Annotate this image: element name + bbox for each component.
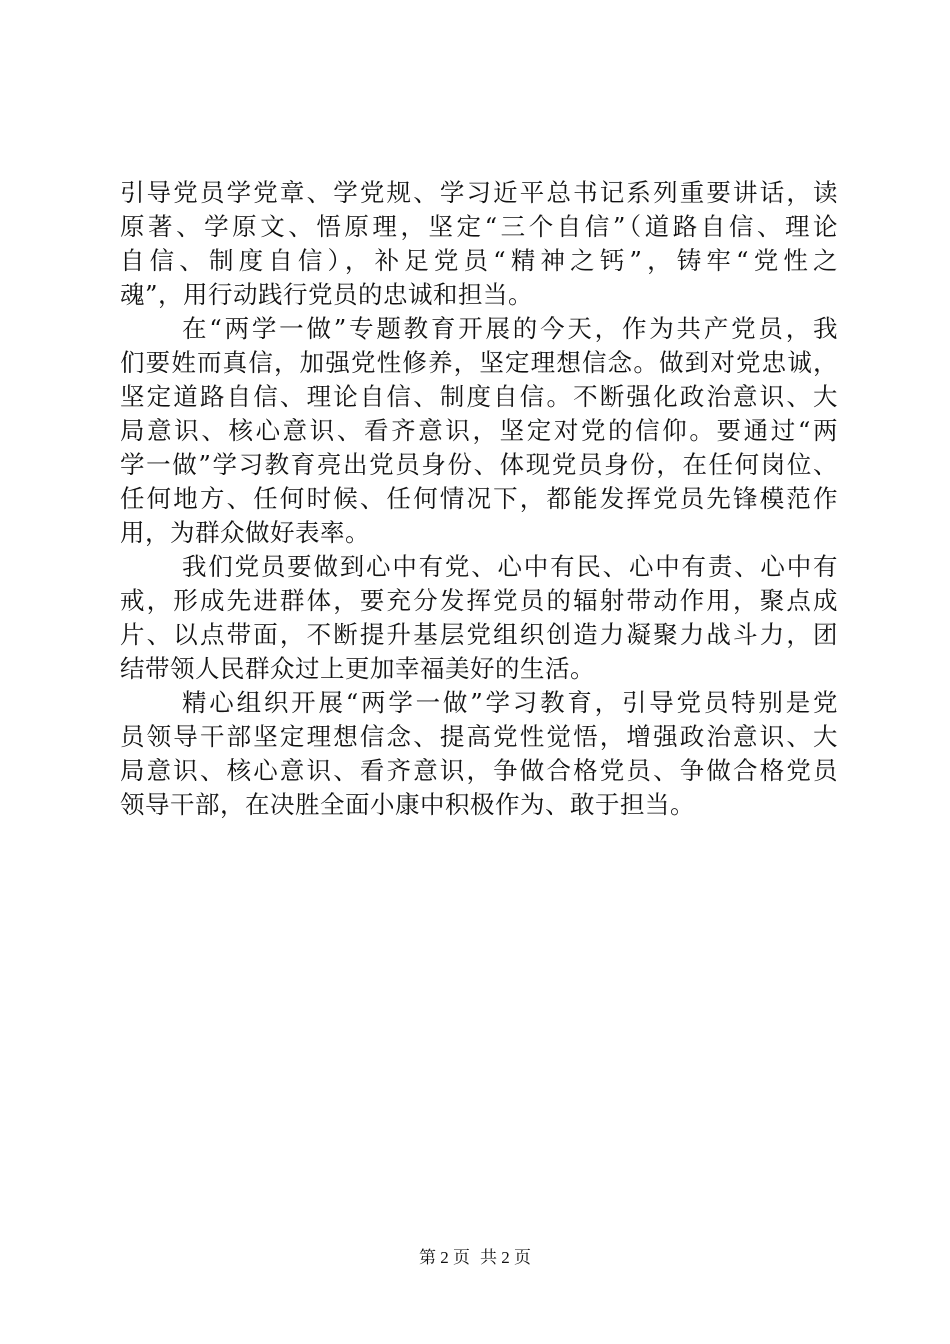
page-number: 第 2 页: [419, 1248, 470, 1267]
text-line: 自信、制度自信），补足党员“精神之钙”，铸牢“党性之: [120, 246, 838, 275]
page-footer: [0, 1243, 950, 1268]
paragraph: [120, 686, 838, 822]
text-line: 精心组织开展“两学一做”学习教育，引导党员特别是党: [182, 688, 838, 717]
text-line: 们要姓而真信，加强党性修养，坚定理想信念。做到对党忠诚，: [120, 348, 838, 377]
text-line: 学一做”学习教育亮出党员身份、体现党员身份，在任何岗位、: [120, 450, 838, 479]
paragraph: [120, 550, 838, 686]
text-line: 坚定道路自信、理论自信、制度自信。不断强化政治意识、大: [120, 382, 838, 411]
text-line: 局意识、核心意识、看齐意识，争做合格党员、争做合格党员: [120, 756, 838, 785]
page-total: 共 2 页: [480, 1248, 531, 1267]
paragraph: [120, 312, 838, 550]
text-line: 戒，形成先进群体，要充分发挥党员的辐射带动作用，聚点成: [120, 586, 838, 615]
paragraph: [120, 176, 838, 312]
text-line: 结带领人民群众过上更加幸福美好的生活。: [120, 654, 595, 683]
text-line: 在“两学一做”专题教育开展的今天，作为共产党员，我: [182, 314, 838, 343]
text-line: 原著、学原文、悟原理，坚定“三个自信”（道路自信、理论: [120, 212, 838, 241]
text-line: 任何地方、任何时候、任何情况下，都能发挥党员先锋模范作: [120, 484, 838, 513]
text-line: 领导干部，在决胜全面小康中积极作为、敢于担当。: [120, 790, 695, 819]
text-line: 引导党员学党章、学党规、学习近平总书记系列重要讲话，读: [120, 178, 838, 207]
text-line: 片、以点带面，不断提升基层党组织创造力凝聚力战斗力，团: [120, 620, 838, 649]
text-line: 魂”，用行动践行党员的忠诚和担当。: [120, 280, 534, 309]
text-line: 我们党员要做到心中有党、心中有民、心中有责、心中有: [182, 552, 838, 581]
text-line: 用，为群众做好表率。: [120, 518, 370, 547]
text-line: 员领导干部坚定理想信念、提高党性觉悟，增强政治意识、大: [120, 722, 838, 751]
text-line: 局意识、核心意识、看齐意识，坚定对党的信仰。要通过“两: [120, 416, 838, 445]
document-body: [120, 176, 838, 822]
